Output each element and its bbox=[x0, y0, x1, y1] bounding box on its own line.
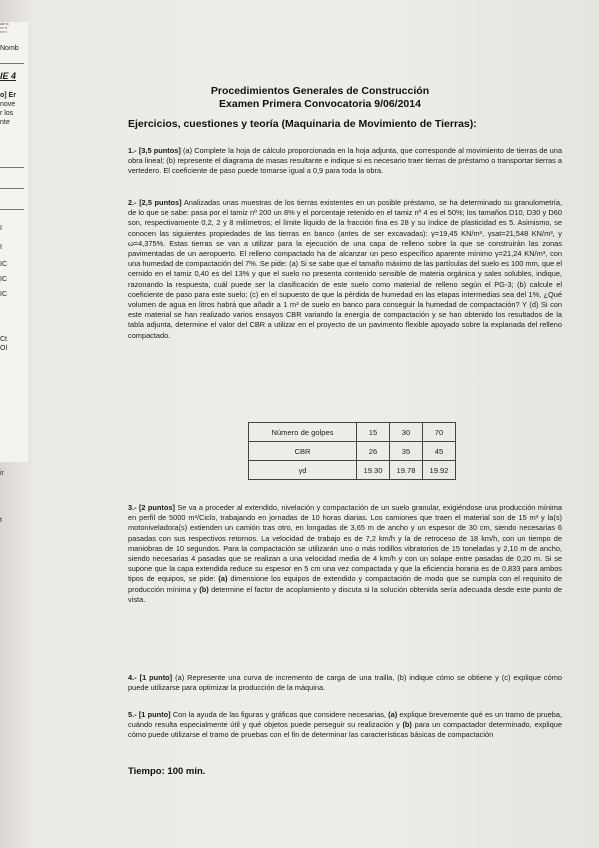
strip-rule bbox=[0, 167, 24, 168]
table-cell: 45 bbox=[423, 442, 456, 461]
table-cell: 30 bbox=[390, 423, 423, 442]
cbr-results-table bbox=[248, 422, 456, 480]
exam-sheet bbox=[40, 0, 599, 848]
table-cell-label: Número de golpes bbox=[249, 423, 357, 442]
table-cell: 15 bbox=[357, 423, 390, 442]
table-cell: 19.78 bbox=[390, 461, 423, 480]
strip-fragment: IE 4 bbox=[0, 71, 17, 81]
strip-fragment: Nomb bbox=[0, 45, 19, 52]
question-3-points: 3.- [2 puntos] bbox=[128, 503, 175, 512]
strip-fragment: I bbox=[0, 244, 2, 251]
strip-fragment: IC bbox=[0, 291, 7, 298]
strip-fragment: ▪▪▪ ▪▪ bbox=[0, 26, 8, 30]
strip-rule bbox=[0, 63, 24, 64]
strip-fragment: Ol bbox=[0, 345, 7, 352]
strip-rule bbox=[0, 188, 24, 189]
section-heading: Ejercicios, cuestiones y teoría (Maquinaria de Movimiento de Tierras): bbox=[128, 118, 477, 130]
table-row bbox=[249, 442, 456, 461]
table-cell: 70 bbox=[423, 423, 456, 442]
question-5-part-b-text: para un compactador determinado, explique cómo puede utilizarse el tramo de pruebas con el fin de determinar las características básicas de compactación bbox=[128, 720, 562, 740]
table-row bbox=[249, 461, 456, 480]
strip-fragment: IC bbox=[0, 276, 7, 283]
table-cell: 26 bbox=[357, 442, 390, 461]
question-5-part-b: (b) bbox=[402, 720, 412, 730]
previous-page-marks bbox=[0, 470, 22, 620]
question-3 bbox=[128, 503, 562, 605]
strip-fragment: r los bbox=[0, 110, 14, 117]
question-1-points: 1.- [3,5 puntos] bbox=[128, 146, 181, 155]
previous-page-strip bbox=[0, 22, 28, 462]
question-5-text: Con la ayuda de las figuras y gráficas que considere necesarias, bbox=[170, 710, 389, 719]
question-3-part-a: (a) bbox=[218, 574, 228, 584]
question-5-points: 5.- [1 punto] bbox=[128, 710, 171, 719]
table-cell-label: γd bbox=[249, 461, 357, 480]
table-cell: 35 bbox=[390, 442, 423, 461]
question-3-part-b: (b) bbox=[199, 584, 209, 594]
table-cell-label: CBR bbox=[249, 442, 357, 461]
table-row bbox=[249, 423, 456, 442]
question-5-part-a: (a) bbox=[388, 710, 398, 719]
question-2-text: Analizadas unas muestras de los tierras existentes en un posible préstamo, se ha determinado su granulometría, de lo que se sabe: pasa por el tamiz nº 200 un 8% y el porcentaje retenido en el tamiz nº 4 es el 50%; los tamaños D10, D30 y D60 son, respectivamente 0,2, 2 y 8 milímetros; el límite líquido de la fracción fina es 28 y su índice de plasticidad es 5. Asimismo, se conocen las siguientes propiedades de las tierras en banco (antes de ser excavadas): γ=19,45 KN/m³, γsat=21,548 KN/m³, y ω=4,375%. Estas tierras se van a utilizar para la ejecución de una capa de relleno sobre la que se construirán las zonas pavimentadas de un aeropuerto. El relleno compactado ha de alcanzar un peso específico aparente mínimo γ=21,24 KN/m³, con una humedad de compactación del 7%. Se pide: (a) Si se sabe que el tamaño máximo de las partículas del suelo es 100 mm, que el cernido en el tamiz 0,40 es del 13% y que el suelo no presenta contenido sensible de materia orgánica y sales solubles, indique, razonando la respuesta, cuál puede ser la clasificación de este suelo como material de relleno según el PG-3; (b) calcule el coeficiente de paso para este suelo; (c) en el supuesto de que la pérdida de humedad en las etapas intermedias sea del 1%, ¿Qué volumen de agua en litros habrá que añadir a 1 m³ de suelo en banco para conseguir la humedad de compactación? Y (d) Si con este material se han realizado varios ensayos CBR variando la energía de compactación y se han obtenido los resultados de la tabla adjunta, determine el valor del CBR a utilizar en el proyecto de un pavimento flexible apoyado sobre la explanada del relleno compactado. bbox=[128, 198, 563, 340]
question-4-text: (a) Represente una curva de incremento de carga de una trailla, (b) indique cómo se obtiene y (c) explique cómo puede utilizarse para optimizar la producción de la máquina. bbox=[128, 673, 562, 693]
strip-fragment: ir bbox=[0, 470, 4, 477]
question-1-text: (a) Complete la hoja de cálculo proporcionada en la hoja adjunta, que corresponde al movimiento de tierras de una obra lineal; (b) represente el diagrama de masas resultante e indique si es necesario traer tierras de préstamo o transportar tierras a vertedero. El coeficiente de paso puede tomarse igual a 0,9 para toda la obra. bbox=[128, 146, 563, 176]
question-1 bbox=[128, 146, 562, 177]
strip-fragment: ale to bbox=[0, 22, 9, 26]
strip-fragment: nove bbox=[0, 101, 16, 108]
strip-fragment: ▪▪▪▪ ▪ bbox=[0, 30, 8, 34]
question-3-part-a-text: dimensione los equipos de extendido y compactación de modo que se cumpla con el requisito de producción mínima y bbox=[128, 574, 562, 594]
question-3-text: Se va a proceder al extendido, nivelación y compactación de un suelo granular, exigiéndose una producción mínima en perfil de 5000 m³/Ciclo, trabajando en jornadas de 10 horas diarias. Los camiones que traen el material son de 15 m³ y la(s) motoniveladora(s) extienden un camión tras otro, en longadas de 3,65 m de ancho y un espesor de 30 cm, siendo necesarias 6 pasadas con sus respectivos retornos. La velocidad de trabajo es de 7,2 km/h y la de retroceso de 18 km/h, con un tiempo de maniobras de 10 segundos. Para la compactación se utilizarán uno o más rodillos vibratorios de 15 toneladas y 2,10 m de ancho, siendo necesarias 4 pasadas que se realizan a una velocidad media de 4 km/h y con un solape entre pasadas de 0,20 m. Si se supone que la capa extendida reduce su espesor en 5 cm una vez compactada y que la eficiencia horaria es de 0,833 para ambos tipos de equipos, se pide: bbox=[128, 503, 562, 584]
strip-fragment: IC bbox=[0, 261, 7, 268]
strip-fragment: I bbox=[0, 225, 2, 232]
question-4-points: 4.- [1 punto] bbox=[128, 673, 173, 682]
time-limit: Tiempo: 100 min. bbox=[128, 766, 206, 777]
strip-rule bbox=[0, 209, 24, 210]
strip-fragment: Ct bbox=[0, 336, 7, 343]
question-2 bbox=[128, 198, 562, 341]
question-5-part-a-text: explique brevemente qué es un tramo de prueba, cuándo resulta especialmente útil y qué objetos puede perseguir su realización y bbox=[128, 710, 562, 730]
table-cell: 19.92 bbox=[423, 461, 456, 480]
question-3-part-b-text: determine el factor de acoplamiento y discuta si la solución obtenida sería adecuada desde este punto de vista. bbox=[128, 584, 562, 604]
strip-fragment: t bbox=[0, 517, 2, 524]
exam-course-title: Procedimientos Generales de Construcción bbox=[210, 85, 430, 97]
question-5 bbox=[128, 710, 562, 741]
strip-fragment: nte bbox=[0, 119, 10, 126]
strip-fragment: o] Er bbox=[0, 92, 16, 99]
table-cell: 19.30 bbox=[357, 461, 390, 480]
question-4 bbox=[128, 673, 562, 693]
exam-session-title: Examen Primera Convocatoria 9/06/2014 bbox=[219, 98, 421, 110]
question-2-points: 2.- [2,5 puntos] bbox=[128, 198, 182, 207]
